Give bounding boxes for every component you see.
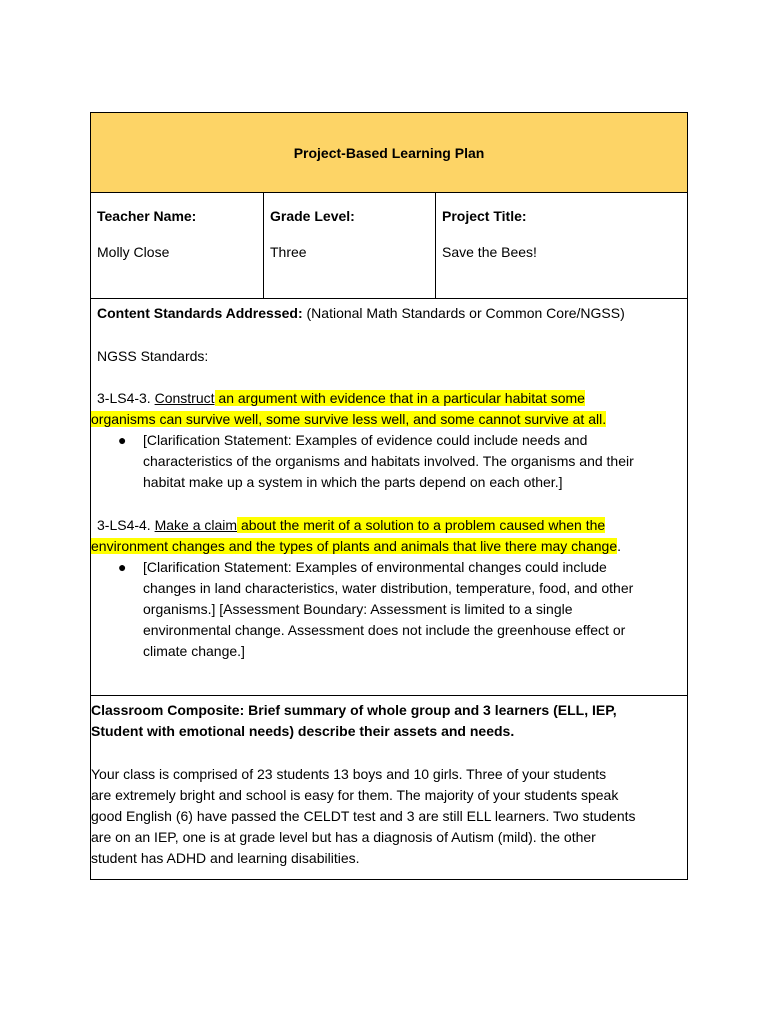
grade-label: Grade Level:: [270, 208, 355, 224]
standard-2-text-2: environment changes and the types of plants and animals that live there may change: [91, 538, 618, 554]
standards-note: (National Math Standards or Common Core/NGSS): [302, 305, 625, 321]
standard-1-bullet-line: characteristics of the organisms and habitats involved. The organisms and their: [143, 453, 634, 469]
standard-1-text-2: organisms can survive well, some survive less well, and some cannot survive at all.: [91, 411, 607, 427]
bullet-icon: ●: [118, 559, 127, 575]
standards-label: Content Standards Addressed:: [97, 305, 303, 321]
composite-heading-1: Classroom Composite: Brief summary of whole group and 3 learners (ELL, IEP,: [91, 702, 617, 718]
standard-2-line-1: [91, 515, 687, 536]
standard-2-verb: Make a claim: [154, 517, 238, 533]
standard-1-verb: Construct: [154, 390, 215, 406]
standard-1-line-2: [91, 409, 687, 430]
teacher-label: Teacher Name:: [97, 208, 197, 224]
title-row: [91, 113, 688, 193]
standard-2-text-1: about the merit of a solution to a problem caused when the: [237, 517, 606, 533]
ngss-heading: NGSS Standards:: [97, 348, 209, 364]
composite-body-line: good English (6) have passed the CELDT test and 3 are still ELL learners. Two students: [91, 808, 636, 824]
grade-cell: [264, 193, 436, 299]
standards-heading: [91, 303, 687, 324]
standard-1-line-1: [91, 388, 687, 409]
standard-2-bullet-line: [Clarification Statement: Examples of environmental changes could include: [143, 559, 607, 575]
composite-row: [91, 696, 688, 880]
standard-1-bullet: [91, 430, 687, 493]
standard-2-end: .: [617, 538, 621, 554]
grade-value: Three: [270, 244, 307, 260]
plan-title: Project-Based Learning Plan: [91, 113, 688, 193]
composite-body-line: are on an IEP, one is at grade level but has a diagnosis of Autism (mild). the other: [91, 829, 596, 845]
teacher-value: Molly Close: [97, 244, 170, 260]
lesson-plan-table: [90, 112, 688, 880]
standards-cell: [91, 299, 688, 696]
standard-2-bullet-line: organisms.] [Assessment Boundary: Assessment is limited to a single: [143, 601, 573, 617]
standard-2-bullet-line: environmental change. Assessment does not include the greenhouse effect or: [143, 622, 626, 638]
standards-row: [91, 299, 688, 696]
standard-2-code: 3-LS4-4.: [97, 517, 155, 533]
project-value: Save the Bees!: [442, 244, 537, 260]
standard-2-bullet: [91, 557, 687, 662]
standard-2-bullet-line: climate change.]: [143, 643, 245, 659]
standard-2-line-2: [91, 536, 687, 557]
composite-cell: [91, 696, 688, 880]
composite-body-line: student has ADHD and learning disabilities.: [91, 850, 360, 866]
composite-body-line: Your class is comprised of 23 students 13 boys and 10 girls. Three of your students: [91, 766, 607, 782]
composite-body-line: are extremely bright and school is easy for them. The majority of your students speak: [91, 787, 619, 803]
standard-1-bullet-line: [Clarification Statement: Examples of evidence could include needs and: [143, 432, 588, 448]
standard-1-bullet-line: habitat make up a system in which the parts depend on each other.]: [143, 474, 563, 490]
info-row: [91, 193, 688, 299]
standard-2-bullet-line: changes in land characteristics, water distribution, temperature, food, and other: [143, 580, 634, 596]
standard-1-text-1: an argument with evidence that in a particular habitat some: [214, 390, 585, 406]
project-cell: [436, 193, 688, 299]
project-label: Project Title:: [442, 208, 527, 224]
composite-heading-2: Student with emotional needs) describe their assets and needs.: [91, 723, 515, 739]
standard-1-code: 3-LS4-3.: [97, 390, 155, 406]
teacher-cell: [91, 193, 264, 299]
bullet-icon: ●: [118, 432, 127, 448]
